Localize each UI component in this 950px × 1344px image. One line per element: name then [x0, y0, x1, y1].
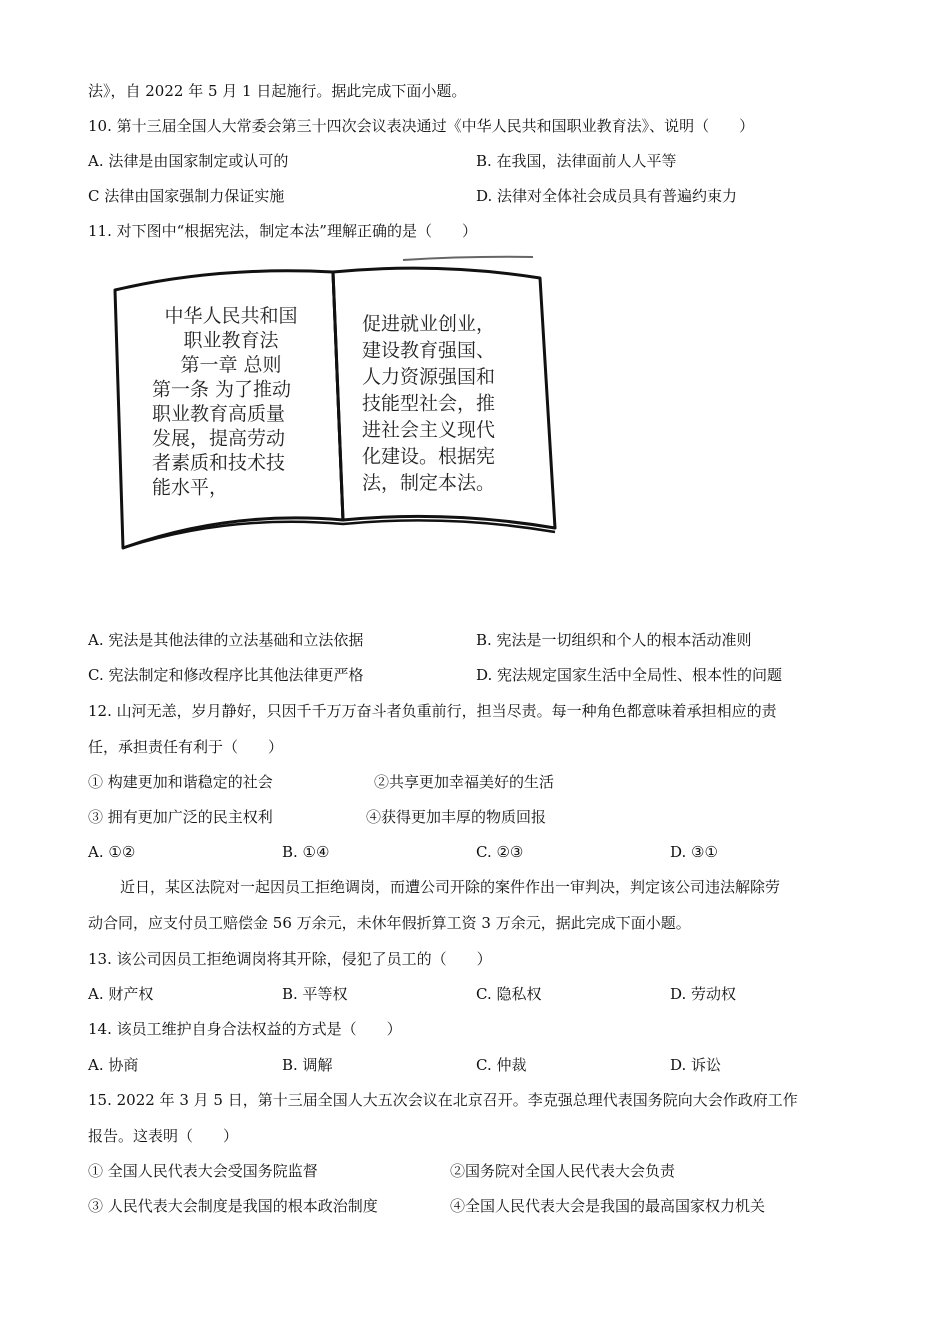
book-left-line: 职业教育法 — [183, 329, 279, 352]
q11-option-b: B. 宪法是一切组织和个人的根本活动准则 — [476, 631, 752, 649]
q10-stem: 10. 第十三届全国人大常委会第三十四次会议表决通过《中华人民共和国职业教育法》、说明（ ） — [88, 117, 755, 135]
q15-statement-3: ③ 人民代表大会制度是我国的根本政治制度 — [88, 1197, 378, 1215]
open-book-figure — [108, 252, 568, 557]
q12-statement-1: ① 构建更加和谐稳定的社会 — [88, 773, 273, 791]
q11-stem: 11. 对下图中“根据宪法，制定本法”理解正确的是（ ） — [88, 222, 477, 240]
q12-option-b: B. ①④ — [282, 843, 330, 861]
q12-statement-2: ②共享更加幸福美好的生活 — [374, 773, 555, 791]
book-left-line: 能水平， — [152, 476, 229, 499]
book-left-line: 第一章 总则 — [180, 354, 282, 376]
q11-option-d: D. 宪法规定国家生活中全局性、根本性的问题 — [476, 666, 783, 684]
book-right-line: 进社会主义现代 — [362, 419, 496, 441]
q13-option-a: A. 财产权 — [88, 985, 154, 1003]
q15-statement-2: ②国务院对全国人民代表大会负责 — [450, 1162, 676, 1180]
book-left-line: 第一条 为了推动 — [152, 378, 292, 401]
book-right-line: 促进就业创业， — [362, 313, 496, 335]
q10-option-a: A. 法律是由国家制定或认可的 — [88, 152, 289, 170]
q14-option-a: A. 协商 — [88, 1056, 139, 1074]
q13-option-c: C. 隐私权 — [476, 985, 542, 1003]
q15-statement-1: ① 全国人民代表大会受国务院监督 — [88, 1162, 318, 1180]
q12-stem-line2: 任，承担责任有利于（ ） — [88, 738, 284, 756]
book-right-line: 人力资源强国和 — [362, 366, 496, 388]
q12-option-c: C. ②③ — [476, 843, 524, 861]
q15-stem-line1: 15. 2022 年 3 月 5 日，第十三届全国人大五次会议在北京召开。李克强总理代表国务院向大会作政府工作 — [88, 1091, 798, 1109]
q12-option-d: D. ③① — [670, 843, 718, 861]
material-line2: 动合同，应支付员工赔偿金 56 万余元，未休年假折算工资 3 万余元，据此完成下面小题。 — [88, 914, 691, 932]
q12-stem-line1: 12. 山河无恙，岁月静好，只因千千万万奋斗者负重前行，担当尽责。每一种角色都意味着承担相应的责 — [88, 702, 777, 720]
intro-tail: 法》，自 2022 年 5 月 1 日起施行。据此完成下面小题。 — [88, 82, 467, 100]
material-line1: 近日，某区法院对一起因员工拒绝调岗，而遭公司开除的案件作出一审判决，判定该公司违法解除劳 — [120, 878, 781, 896]
q12-option-a: A. ①② — [88, 843, 136, 861]
q12-statement-4: ④获得更加丰厚的物质回报 — [366, 808, 547, 826]
q14-option-c: C. 仲裁 — [476, 1056, 527, 1074]
book-left-line: 者素质和技术技 — [152, 452, 286, 474]
book-right-line: 化建设。根据宪 — [362, 445, 496, 468]
q11-option-a: A. 宪法是其他法律的立法基础和立法依据 — [88, 631, 364, 649]
q15-stem-line2: 报告。这表明（ ） — [88, 1127, 239, 1145]
q14-stem: 14. 该员工维护自身合法权益的方式是（ ） — [88, 1020, 402, 1038]
q13-stem: 13. 该公司因员工拒绝调岗将其开除，侵犯了员工的（ ） — [88, 950, 492, 968]
book-right-line: 技能型社会，推 — [362, 392, 496, 415]
q13-option-d: D. 劳动权 — [670, 985, 737, 1003]
q10-option-b: B. 在我国，法律面前人人平等 — [476, 152, 677, 170]
book-right-line: 建设教育强国、 — [362, 339, 496, 362]
q14-option-d: D. 诉讼 — [670, 1056, 722, 1074]
book-left-line: 发展，提高劳动 — [152, 427, 286, 450]
q10-option-d: D. 法律对全体社会成员具有普遍约束力 — [476, 187, 738, 205]
q12-statement-3: ③ 拥有更加广泛的民主权利 — [88, 808, 273, 826]
book-left-line: 职业教育高质量 — [152, 403, 286, 425]
q11-option-c: C. 宪法制定和修改程序比其他法律更严格 — [88, 666, 364, 684]
q15-statement-4: ④全国人民代表大会是我国的最高国家权力机关 — [450, 1197, 766, 1215]
book-left-line: 中华人民共和国 — [164, 305, 298, 327]
q14-option-b: B. 调解 — [282, 1056, 333, 1074]
book-right-line: 法，制定本法。 — [362, 472, 496, 494]
q10-option-c: C 法律由国家强制力保证实施 — [88, 187, 285, 205]
q13-option-b: B. 平等权 — [282, 985, 348, 1003]
